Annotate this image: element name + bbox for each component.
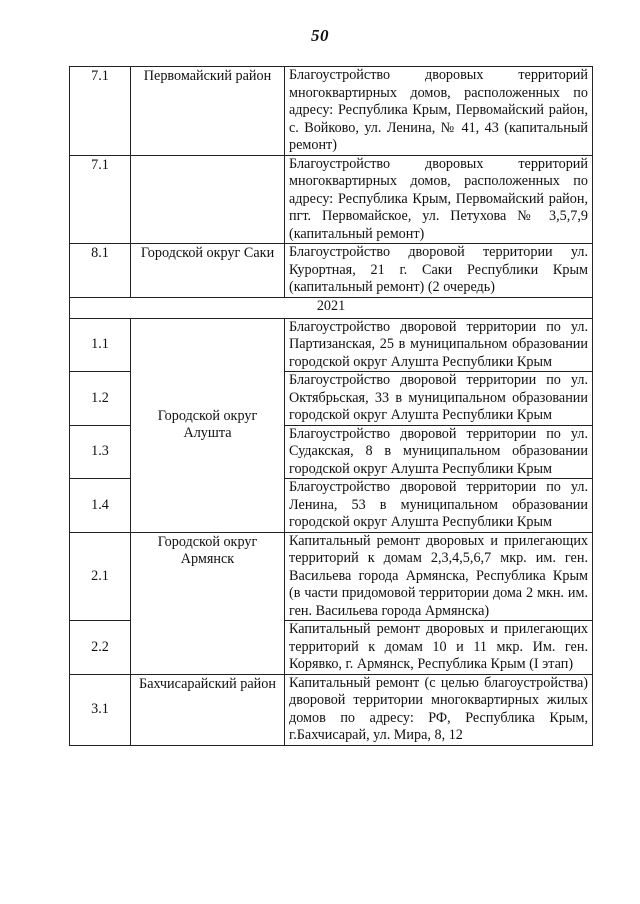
table-row	[70, 244, 593, 298]
row-number: 7.1	[70, 67, 131, 156]
region-name: Городской округ Алушта	[131, 318, 285, 532]
work-description: Капитальный ремонт дворовых и прилегающих территорий к домам 10 и 11 мкр. Им. ген. Корявко, г. Армянск, Республика Крым (I этап)	[285, 621, 593, 675]
region-name: Городской округ Армянск	[131, 532, 285, 674]
region-name: Городской округ Саки	[131, 244, 285, 298]
works-table	[69, 66, 593, 746]
row-number: 7.1	[70, 155, 131, 244]
region-name: Первомайский район	[131, 67, 285, 156]
work-description: Благоустройство дворовых территорий многоквартирных домов, расположенных по адресу: Республика Крым, Первомайский район, пгт. Первомайское, ул. Петухова № 3,5,7,9 (капитальный ремонт)	[285, 155, 593, 244]
work-description: Благоустройство дворовых территорий многоквартирных домов, расположенных по адресу: Республика Крым, Первомайский район, с. Войково, ул. Ленина, № 41, 43 (капитальный ремонт)	[285, 67, 593, 156]
row-number: 8.1	[70, 244, 131, 298]
work-description: Благоустройство дворовой территории по ул. Судакская, 8 в муниципальном образовании городской округ Алушта Республики Крым	[285, 425, 593, 479]
row-number: 1.1	[70, 318, 131, 372]
page-number: 50	[311, 26, 329, 45]
table-row	[70, 674, 593, 745]
row-number: 2.2	[70, 621, 131, 675]
table-row	[70, 532, 593, 621]
work-description: Благоустройство дворовой территории ул. Курортная, 21 г. Саки Республики Крым (капитальный ремонт) (2 очередь)	[285, 244, 593, 298]
row-number: 1.2	[70, 372, 131, 426]
work-description: Благоустройство дворовой территории по ул. Партизанская, 25 в муниципальном образовании городской округ Алушта Республики Крым	[285, 318, 593, 372]
work-description: Благоустройство дворовой территории по ул. Октябрьская, 33 в муниципальном образовании городской округ Алушта Республики Крым	[285, 372, 593, 426]
table-row	[70, 318, 593, 372]
work-description: Капитальный ремонт дворовых и прилегающих территорий к домам 2,3,4,5,6,7 мкр. им. ген. Васильева города Армянска, Республика Крым (в части придомовой территории дома 2 мкн. им. ген. Васильева города Армянска)	[285, 532, 593, 621]
region-name: Бахчисарайский район	[131, 674, 285, 745]
table-row	[70, 155, 593, 244]
region-name	[131, 155, 285, 244]
year-label: 2021	[70, 297, 593, 318]
table-row	[70, 67, 593, 156]
row-number: 3.1	[70, 674, 131, 745]
row-number: 2.1	[70, 532, 131, 621]
row-number: 1.3	[70, 425, 131, 479]
work-description: Капитальный ремонт (с целью благоустройства) дворовой территории многоквартирных жилых домов по адресу: РФ, Республика Крым, г.Бахчисарай, ул. Мира, 8, 12	[285, 674, 593, 745]
work-description: Благоустройство дворовой территории по ул. Ленина, 53 в муниципальном образовании городской округ Алушта Республики Крым	[285, 479, 593, 533]
year-row	[70, 297, 593, 318]
row-number: 1.4	[70, 479, 131, 533]
